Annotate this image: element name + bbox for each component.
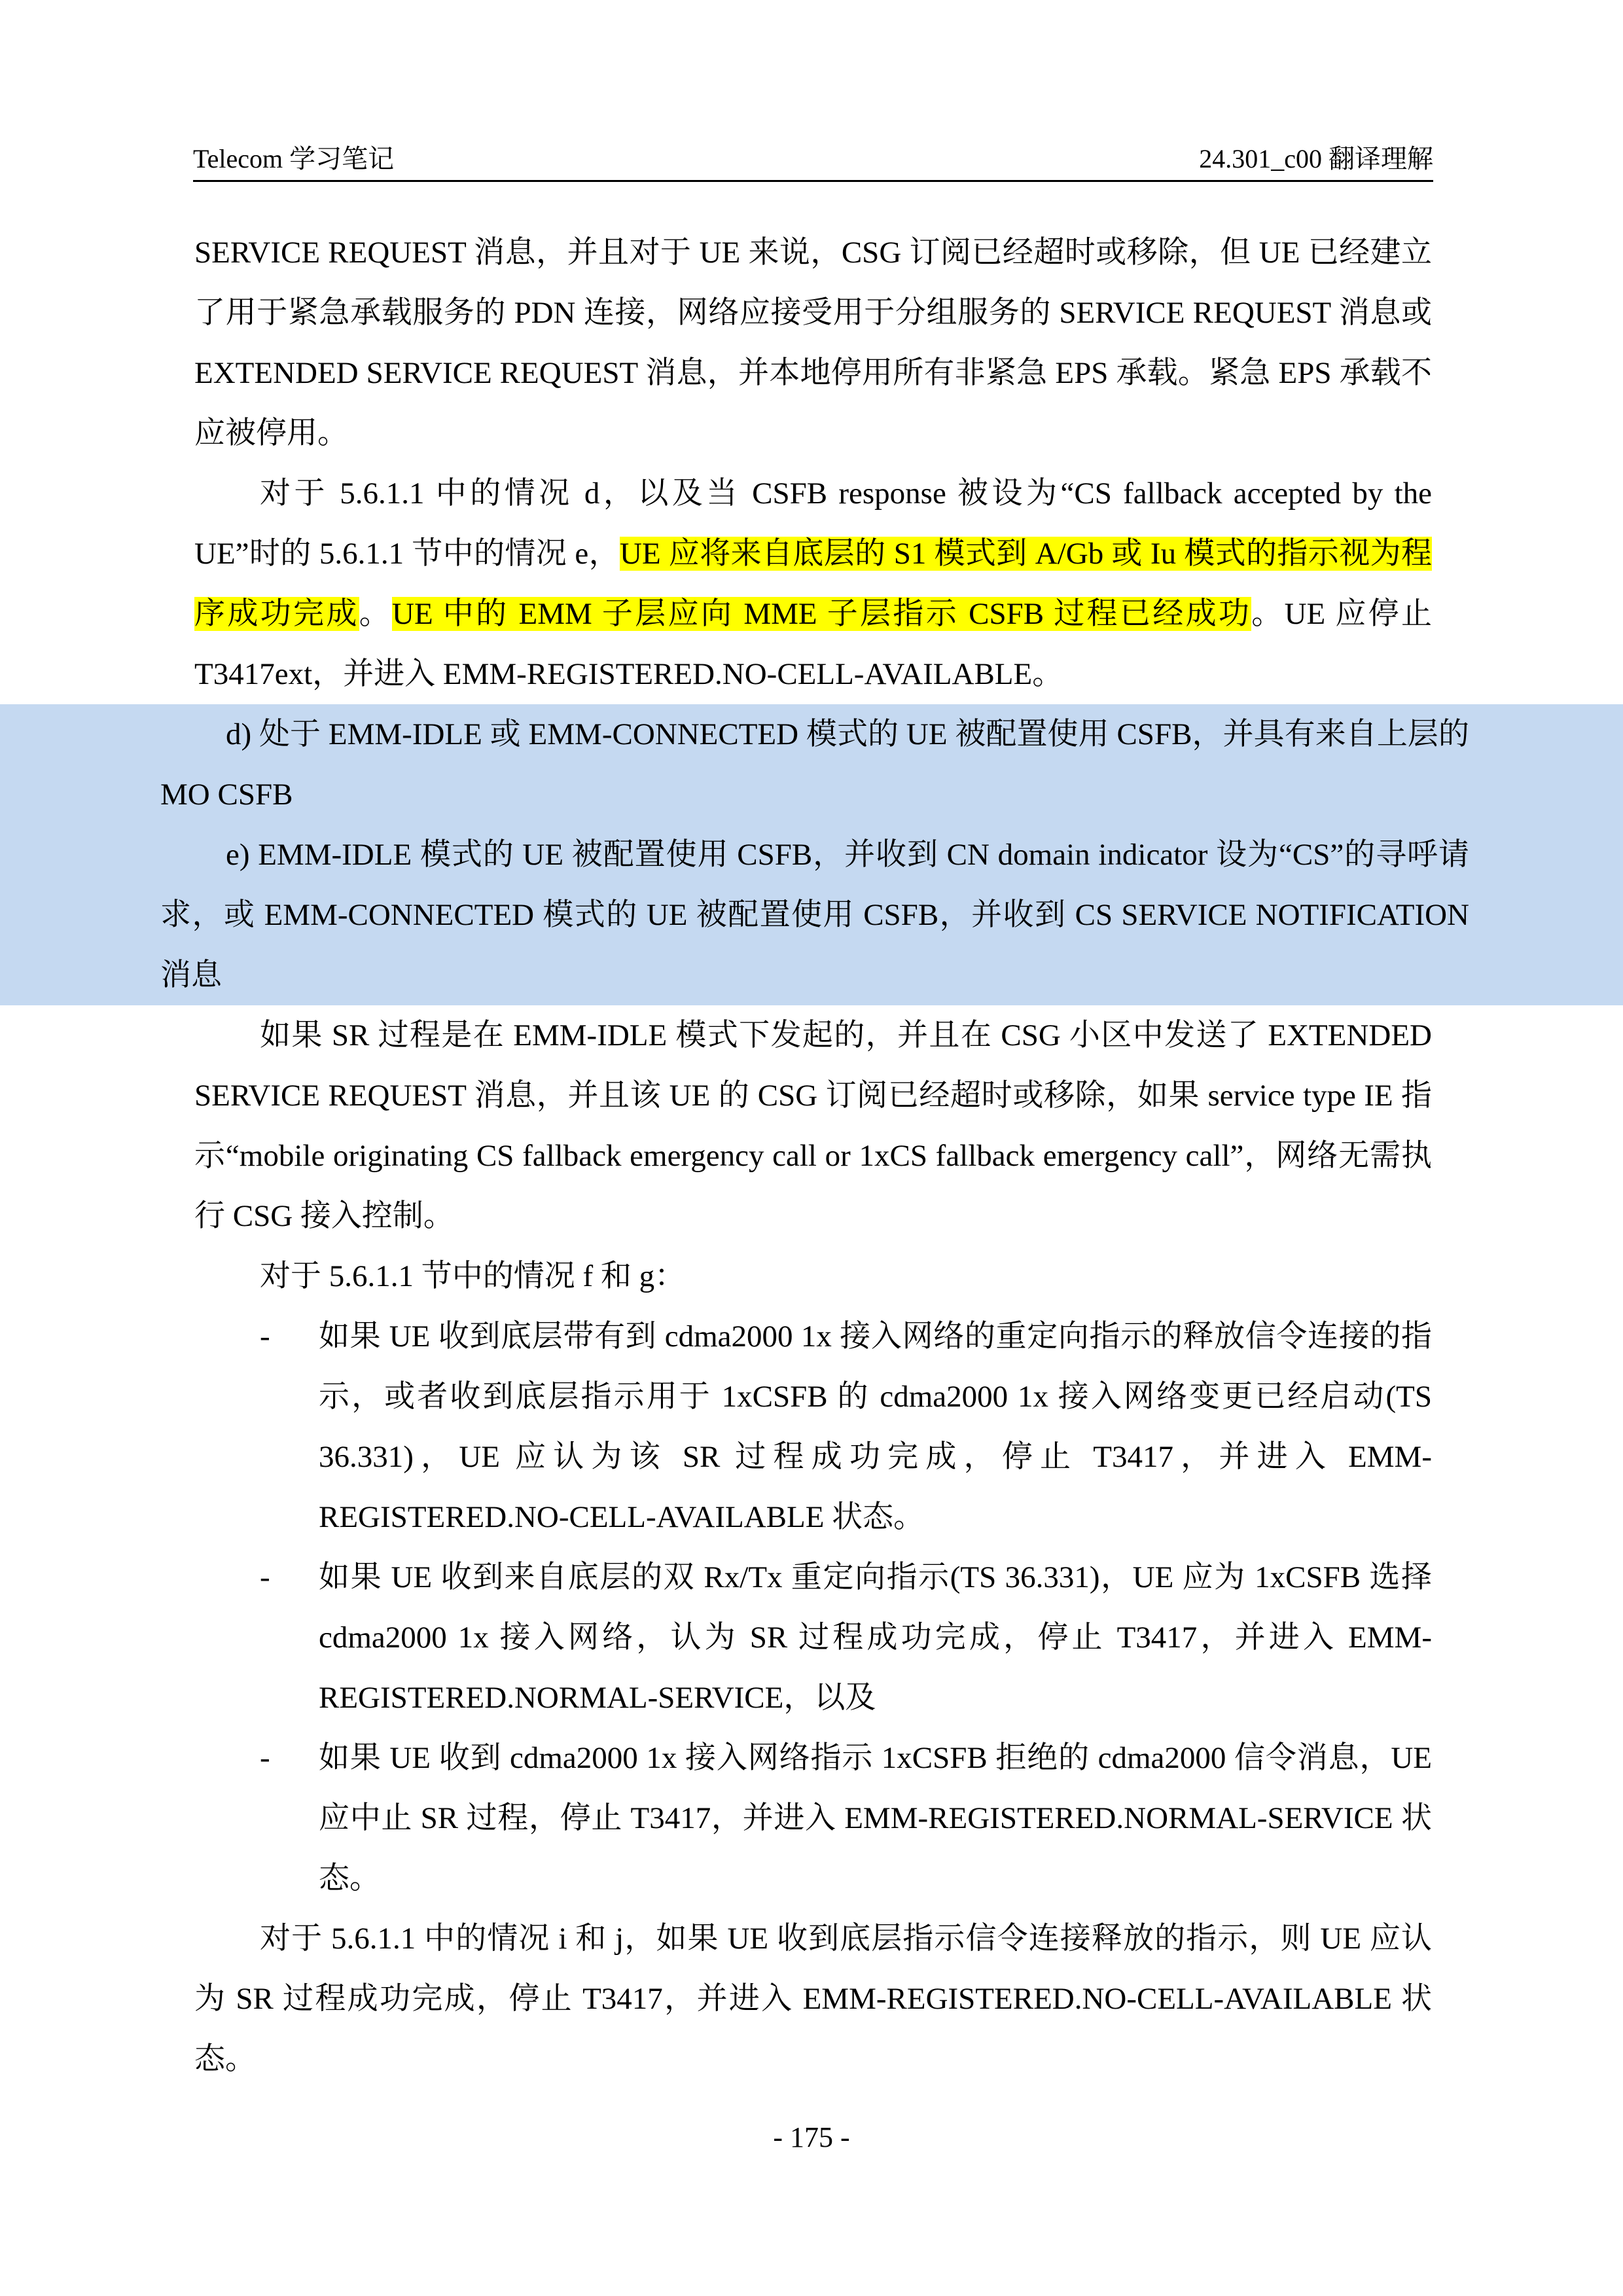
paragraph-2-mid: 。 xyxy=(359,597,393,631)
case-e: e) EMM-IDLE 模式的 UE 被配置使用 CSFB，并收到 CN domain indicator 设为“CS”的寻呼请求，或 EMM-CONNECTED 模式的 UE 被配置使用 CSFB，并收到 CS SERVICE NOTIFICATION 消息 xyxy=(160,838,1469,992)
list-item xyxy=(0,1306,1623,1547)
paragraph-2 xyxy=(0,463,1623,704)
paragraph-5: 对于 5.6.1.1 中的情况 i 和 j，如果 UE 收到底层指示信令连接释放的指示，则 UE 应认为 SR 过程成功完成，停止 T3417，并进入 EMM-REGISTERED.NO-CELL-AVAILABLE 状态。 xyxy=(194,1922,1432,2076)
paragraph-4: 对于 5.6.1.1 节中的情况 f 和 g： xyxy=(260,1259,686,1293)
page-content xyxy=(0,223,1623,2089)
page-number: - 175 - xyxy=(773,2121,850,2153)
bullet-text: 如果 UE 收到来自底层的双 Rx/Tx 重定向指示(TS 36.331)，UE 应为 1xCSFB 选择 cdma2000 1x 接入网络，认为 SR 过程成功完成，停止 T3417，并进入 EMM-REGISTERED.NORMAL-SERVICE，以及 xyxy=(319,1560,1432,1715)
case-d: d) 处于 EMM-IDLE 或 EMM-CONNECTED 模式的 UE 被配置使用 CSFB，并具有来自上层的 MO CSFB xyxy=(160,717,1469,812)
header-right-title: 24.301_c00 翻译理解 xyxy=(1199,144,1433,173)
list-item xyxy=(0,1547,1623,1728)
shaded-note-box xyxy=(0,704,1623,1005)
bullet-text: 如果 UE 收到 cdma2000 1x 接入网络指示 1xCSFB 拒绝的 cdma2000 信令消息，UE 应中止 SR 过程，停止 T3417，并进入 EMM-REGISTERED.NORMAL-SERVICE 状态。 xyxy=(319,1741,1432,1895)
highlight-2: UE 中的 EMM 子层应向 MME 子层指示 CSFB 过程已经成功 xyxy=(392,597,1252,631)
header-left-title: Telecom 学习笔记 xyxy=(193,144,395,173)
list-item xyxy=(0,1728,1623,1909)
bullet-dash: - xyxy=(260,1319,270,1354)
bullet-dash: - xyxy=(260,1560,270,1594)
bullet-list xyxy=(0,1306,1623,1909)
paragraph-2-post: 。UE 应停止 T3417ext，并进入 EMM-REGISTERED.NO-CELL-AVAILABLE。 xyxy=(194,597,1432,691)
highlight-1: UE 应将来自底层的 S1 模式到 A/Gb 或 Iu 模式的指示视为程序成功完成 xyxy=(194,537,1432,631)
bullet-dash: - xyxy=(260,1741,270,1775)
paragraph-3: 如果 SR 过程是在 EMM-IDLE 模式下发起的，并且在 CSG 小区中发送了 EXTENDED SERVICE REQUEST 消息，并且该 UE 的 CSG 订阅已经超时或移除，如果 service type IE 指示“mobile originating CS fallback emergency call or 1xCS fallback emergency call”，网络无需执行 CSG 接入控制。 xyxy=(194,1018,1432,1233)
bullet-text: 如果 UE 收到底层带有到 cdma2000 1x 接入网络的重定向指示的释放信令连接的指示，或者收到底层指示用于 1xCSFB 的 cdma2000 1x 接入网络变更已经启动(TS 36.331)，UE 应认为该 SR 过程成功完成，停止 T3417，并进入 EMM-REGISTERED.NO-CELL-AVAILABLE 状态。 xyxy=(319,1319,1432,1534)
paragraph-1: SERVICE REQUEST 消息，并且对于 UE 来说，CSG 订阅已经超时或移除，但 UE 已经建立了用于紧急承载服务的 PDN 连接，网络应接受用于分组服务的 SERVICE REQUEST 消息或 EXTENDED SERVICE REQUEST 消息，并本地停用所有非紧急 EPS 承载。紧急 EPS 承载不应被停用。 xyxy=(194,236,1432,450)
paragraph-2-pre: 对于 5.6.1.1 中的情况 d，以及当 CSFB response 被设为“CS fallback accepted by the UE”时的 5.6.1.1 节中的情况 e， xyxy=(194,476,1432,571)
page-header xyxy=(193,134,1433,182)
